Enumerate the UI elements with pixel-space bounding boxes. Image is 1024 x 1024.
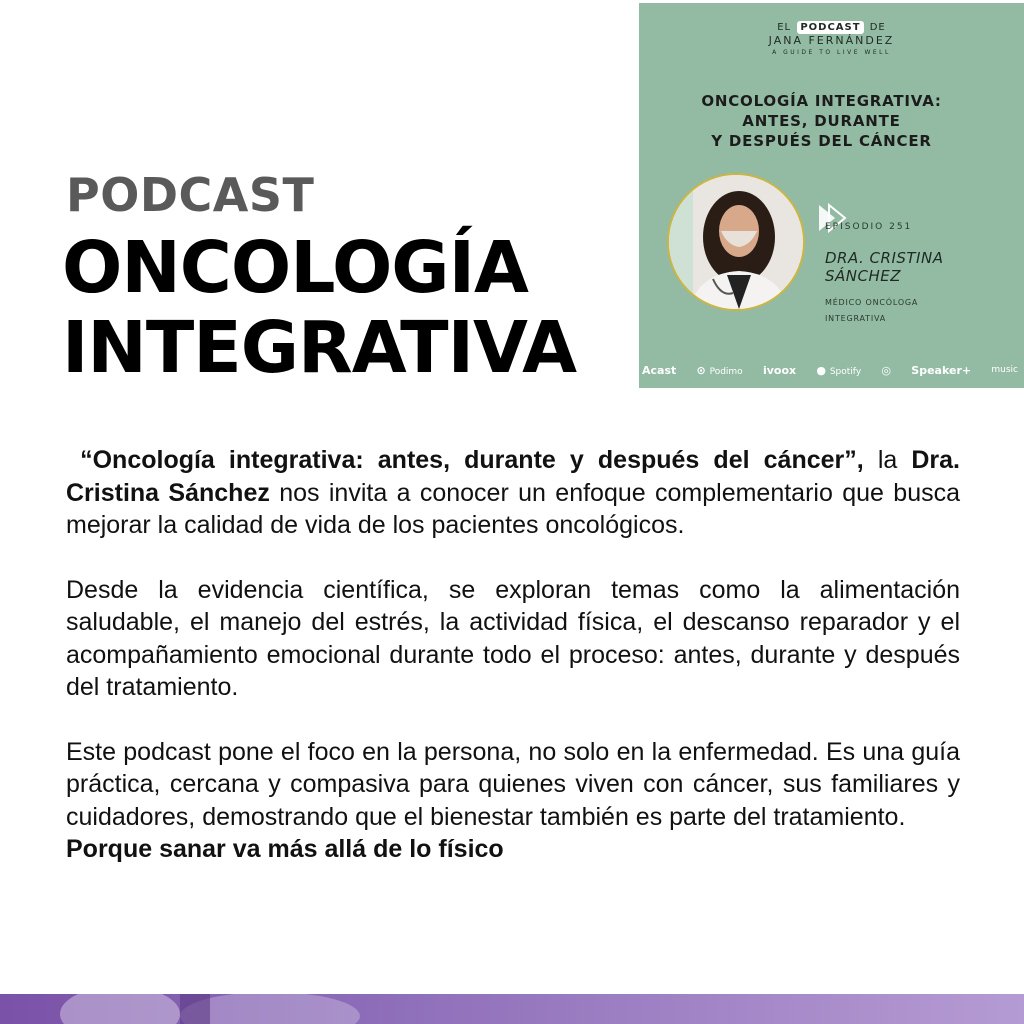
- guest-photo: [667, 173, 805, 311]
- episode-number: EPISODIO 251: [825, 222, 913, 232]
- cover-title: [679, 91, 964, 151]
- paragraph-focus: Este podcast pone el foco en la persona, no solo en la enfermedad. Es una guía práctica, cercana y compasiva para quienes viven con cáncer, sus familiares y cuidadores, demostrando que el bienestar también es parte del tratamiento.: [66, 737, 960, 831]
- guest-name: [825, 249, 943, 285]
- platform-spreaker[interactable]: Speaker+: [911, 363, 972, 377]
- spotify-icon: ●: [816, 363, 826, 377]
- paragraph-topics: Desde la evidencia científica, se exploran temas como la alimentación saludable, el manejo del estrés, la actividad física, el descanso reparador y el acompañamiento emocional durante todo el proceso: antes, durante y después del tratamiento.: [66, 575, 960, 701]
- brand-tagline: A GUIDE TO LIVE WELL: [772, 49, 891, 56]
- brand-de: DE: [869, 22, 886, 33]
- page-title: [62, 228, 576, 388]
- guest-name-line-2: SÁNCHEZ: [825, 267, 902, 285]
- podcast-brand: [639, 21, 1024, 58]
- episode-quote: “Oncología integrativa: antes, durante y después del cáncer”,: [80, 446, 864, 474]
- guest-portrait-illustration: [669, 175, 803, 309]
- paragraph-intro: [66, 444, 960, 542]
- podcast-kicker: PODCAST: [66, 168, 315, 222]
- platform-amazon-music[interactable]: music: [991, 365, 1018, 375]
- guest-role: [825, 295, 918, 327]
- intro-connector: la: [863, 446, 912, 474]
- paragraph-gap: [66, 542, 960, 574]
- platform-acast[interactable]: Acast: [642, 363, 677, 377]
- guest-mention: Dra. Cristina Sánchez: [66, 446, 961, 507]
- footer-band: [0, 994, 1024, 1024]
- guest-role-line-2: INTEGRATIVA: [825, 314, 887, 323]
- podcast-cover[interactable]: [639, 3, 1024, 388]
- intro-rest: nos invita a conocer un enfoque complementario que busca mejorar la calidad de vida de los pacientes oncológicos.: [66, 478, 960, 539]
- platform-logos: [639, 358, 1024, 382]
- footer-decoration: [40, 994, 440, 1024]
- platform-ivoox[interactable]: ivoox: [762, 363, 797, 377]
- closing-line: Porque sanar va más allá de lo físico: [66, 835, 504, 863]
- cover-title-line-2: ANTES, DURANTE: [742, 112, 901, 130]
- paragraph-gap: [66, 704, 960, 736]
- platform-podimo[interactable]: ⊙ Podimo: [696, 363, 743, 377]
- brand-name: JANA FERNÁNDEZ: [768, 34, 895, 47]
- title-line-2: INTEGRATIVA: [62, 306, 577, 389]
- guest-name-line-1: DRA. CRISTINA: [825, 249, 944, 267]
- cover-title-line-1: ONCOLOGÍA INTEGRATIVA:: [701, 92, 942, 110]
- guest-role-line-1: MÉDICO ONCÓLOGA: [825, 298, 919, 307]
- platform-spotify[interactable]: ● Spotify: [816, 363, 862, 377]
- apple-podcasts-icon[interactable]: ◎: [881, 363, 892, 377]
- podimo-icon: ⊙: [696, 363, 706, 377]
- cover-title-line-3: Y DESPUÉS DEL CÁNCER: [711, 132, 932, 150]
- article-body: [66, 444, 960, 866]
- title-line-1: ONCOLOGÍA: [62, 226, 528, 309]
- brand-podcast-pill: PODCAST: [797, 21, 863, 34]
- brand-el: EL: [777, 22, 792, 33]
